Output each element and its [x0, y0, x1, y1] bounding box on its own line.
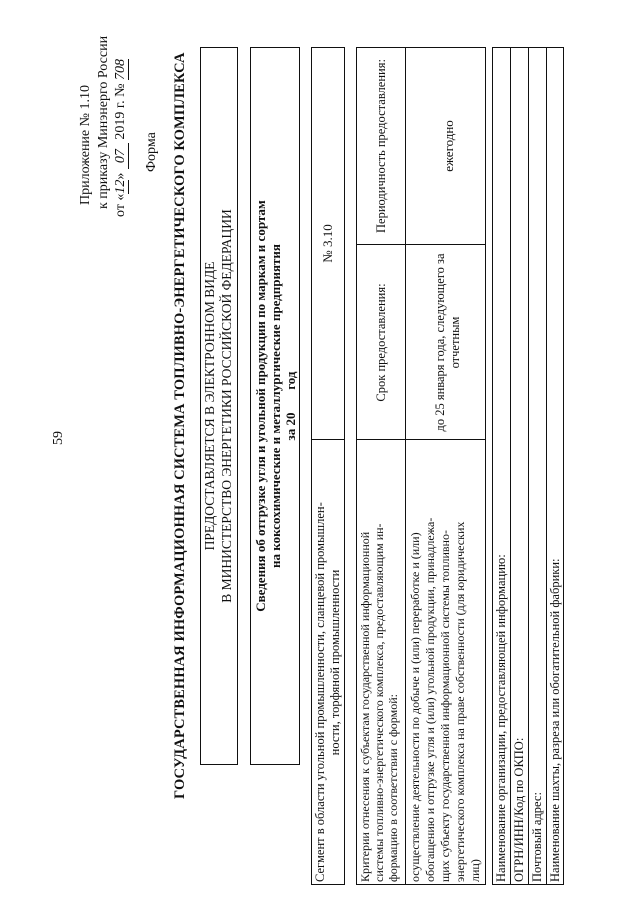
annex-line-2: к приказу Минэнерго России [96, 35, 111, 209]
period-header: Периодичность предоставления: [374, 59, 388, 233]
annex-mid-1: » [113, 169, 128, 180]
annex-day-handwritten: 12 [113, 179, 128, 194]
page-number: 59 [51, 431, 66, 445]
form-label: Форма [144, 132, 159, 172]
deadline-value-line-2: отчетным [448, 316, 462, 369]
segment-line-2: ности, торфяной промышленности [328, 569, 342, 756]
report-line-2: на коксохимические и металлургические предприятия [268, 244, 283, 568]
submission-line-1: ПРЕДОСТАВЛЯЕТСЯ В ЭЛЕКТРОННОМ ВИДЕ [202, 261, 217, 551]
ogrn-label: ОГРН/ИНН/Код по ОКПО: [512, 737, 526, 882]
org-name-label: Наименование организации, предоставляющей информацию: [494, 554, 508, 882]
period-value: ежегодно [441, 120, 456, 172]
annex-month-handwritten: 07 [113, 143, 129, 169]
criteria-header-line-1: Критерии отнесения к субъектам государственной информационной [358, 531, 372, 882]
criteria-text-line-5: лиц) [468, 859, 482, 882]
address-label: Почтовый адрес: [530, 792, 544, 882]
info-row-divider-3 [546, 47, 547, 885]
criteria-text-line-3: щих субъекту государственной информационной системы топливно- [438, 530, 452, 882]
criteria-header-line-3: формацию в соответствии с формой: [386, 694, 400, 882]
deadline-value-line-1: до 25 января года, следующего за [433, 253, 447, 432]
report-line-1: Сведения об отгрузке угля и угольной продукции по маркам и сортам [253, 200, 268, 612]
submission-line-2: В МИНИСТЕРСТВО ЭНЕРГЕТИКИ РОССИЙСКОЙ ФЕДЕРАЦИИ [219, 209, 234, 603]
annex-mid-2: 2019 г. № [113, 80, 128, 144]
mine-name-label: Наименование шахты, разреза или обогатительной фабрики: [548, 558, 562, 882]
info-row-divider-1 [510, 47, 511, 885]
criteria-text-line-4: энергетического комплекса на праве собственности (для юридических [453, 521, 467, 882]
annex-line-3 [113, 59, 129, 217]
system-title: ГОСУДАРСТВЕННАЯ ИНФОРМАЦИОННАЯ СИСТЕМА ТОПЛИВНО-ЭНЕРГЕТИЧЕСКОГО КОМПЛЕКСА [172, 52, 188, 799]
annex-prefix: от « [113, 193, 128, 217]
segment-number: № 3.10 [320, 224, 335, 263]
criteria-text-line-2: обогащению и отгрузке угля и (или) угольной продукции, принадлежа- [423, 517, 437, 882]
annex-line-1: Приложение № 1.10 [78, 85, 93, 205]
criteria-header-line-2: системы топливно-энергетического комплекса, предоставляющим ин- [372, 523, 386, 882]
criteria-text-line-1: осуществление деятельности по добыче и (или) переработке и (или) [408, 532, 422, 882]
segment-line-1: Сегмент в области угольной промышленности, сланцевой промышлен- [313, 502, 327, 882]
report-line-3: за 20 год [283, 371, 298, 441]
annex-number-handwritten: 708 [113, 59, 128, 81]
criteria-header-divider [405, 47, 406, 885]
deadline-header: Срок предоставления: [374, 283, 388, 402]
info-row-divider-2 [528, 47, 529, 885]
